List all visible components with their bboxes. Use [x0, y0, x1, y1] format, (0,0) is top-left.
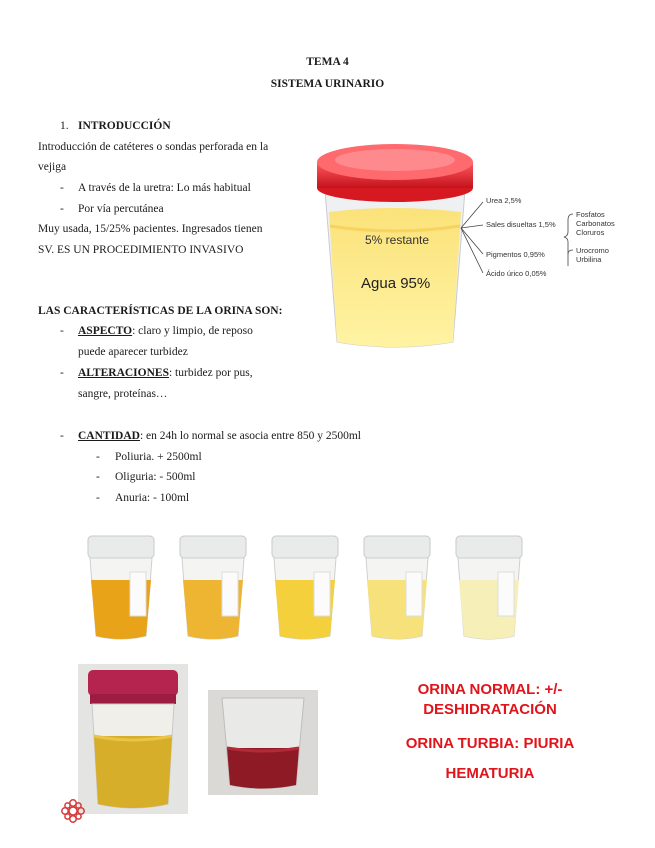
- caption-normal: ORINA NORMAL: +/-: [417, 681, 563, 698]
- usage-text-line2: SV. ES UN PROCEDIMIENTO INVASIVO: [38, 244, 244, 256]
- anuria-item: Anuria: - 100ml: [115, 492, 190, 504]
- remaining-label: 5% restante: [365, 233, 430, 247]
- specimen-cup-dark: [88, 536, 154, 639]
- sub-dash: -: [96, 471, 100, 483]
- alteraciones-item: [78, 363, 253, 383]
- aspecto-line2: puede aparecer turbidez: [78, 346, 188, 358]
- cloruros-label: Cloruros: [576, 228, 605, 237]
- cantidad-item: [78, 426, 361, 446]
- section-number: 1.: [60, 120, 69, 132]
- turbid-cup: [78, 664, 188, 814]
- intro-text-line2: vejiga: [38, 161, 67, 173]
- oliguria-item: Oliguria: - 500ml: [115, 471, 196, 483]
- urbilina-label: Urbilina: [576, 255, 602, 264]
- aspecto-label: ASPECTO: [78, 325, 133, 337]
- usage-text-line1: Muy usada, 15/25% pacientes. Ingresados tienen: [38, 223, 263, 235]
- caption-deshidratacion: DESHIDRATACIÓN: [423, 701, 557, 718]
- bullet-dash: -: [60, 367, 64, 379]
- turbid-urine-photo: [78, 664, 188, 814]
- page-title: TEMA 4: [306, 56, 349, 68]
- uric-acid-label: Ácido úrico 0,05%: [486, 269, 547, 278]
- fosfatos-label: Fosfatos: [576, 210, 605, 219]
- cantidad-label: CANTIDAD: [78, 430, 140, 442]
- alteraciones-line2: sangre, proteínas…: [78, 388, 168, 400]
- caption-hematuria: HEMATURIA: [445, 765, 535, 782]
- urine-cup-illustration: [305, 130, 640, 355]
- page-subtitle: SISTEMA URINARIO: [270, 78, 385, 90]
- caption-piuria: ORINA TURBIA: PIURIA: [405, 735, 575, 752]
- specimen-cup-light-yellow: [364, 536, 430, 639]
- poliuria-item: Poliuria. + 2500ml: [115, 451, 202, 463]
- hematuria-photo: [208, 690, 318, 795]
- alteraciones-text: : turbidez por pus,: [168, 367, 253, 379]
- intro-text-line1: Introducción de catéteres o sondas perforada en la: [38, 141, 269, 153]
- sub-dash: -: [96, 492, 100, 504]
- bullet-dash: -: [60, 203, 64, 215]
- bullet-uretra: A través de la uretra: Lo más habitual: [78, 182, 251, 194]
- cantidad-text: : en 24h lo normal se asocia entre 850 y 2500ml: [139, 430, 361, 442]
- urine-composition-diagram: [305, 130, 640, 355]
- aspecto-item: [78, 321, 253, 341]
- alteraciones-label: ALTERACIONES: [78, 367, 169, 379]
- bullet-percutanea: Por vía percutánea: [78, 203, 164, 215]
- hematuria-cup: [208, 690, 318, 795]
- urocromo-label: Urocromo: [576, 246, 609, 255]
- specimen-cup-pale: [456, 536, 522, 639]
- urine-color-samples-photo: [78, 528, 558, 648]
- pigments-label: Pigmentos 0,95%: [486, 250, 545, 259]
- urea-label: Urea 2,5%: [486, 196, 522, 205]
- section-heading: INTRODUCCIÓN: [78, 120, 171, 132]
- salts-label: Sales disueltas 1,5%: [486, 220, 556, 229]
- bullet-dash: -: [60, 430, 64, 442]
- aspecto-text: : claro y limpio, de reposo: [132, 325, 253, 337]
- bullet-dash: -: [60, 325, 64, 337]
- sub-dash: -: [96, 451, 100, 463]
- bullet-dash: -: [60, 182, 64, 194]
- specimen-cups: [78, 528, 558, 648]
- specimen-cup-yellow: [272, 536, 338, 639]
- carbonatos-label: Carbonatos: [576, 219, 615, 228]
- characteristics-heading: LAS CARACTERÍSTICAS DE LA ORINA SON:: [38, 305, 283, 317]
- specimen-cup-amber: [180, 536, 246, 639]
- water-label: Agua 95%: [361, 275, 431, 292]
- logo-icon: [60, 798, 86, 824]
